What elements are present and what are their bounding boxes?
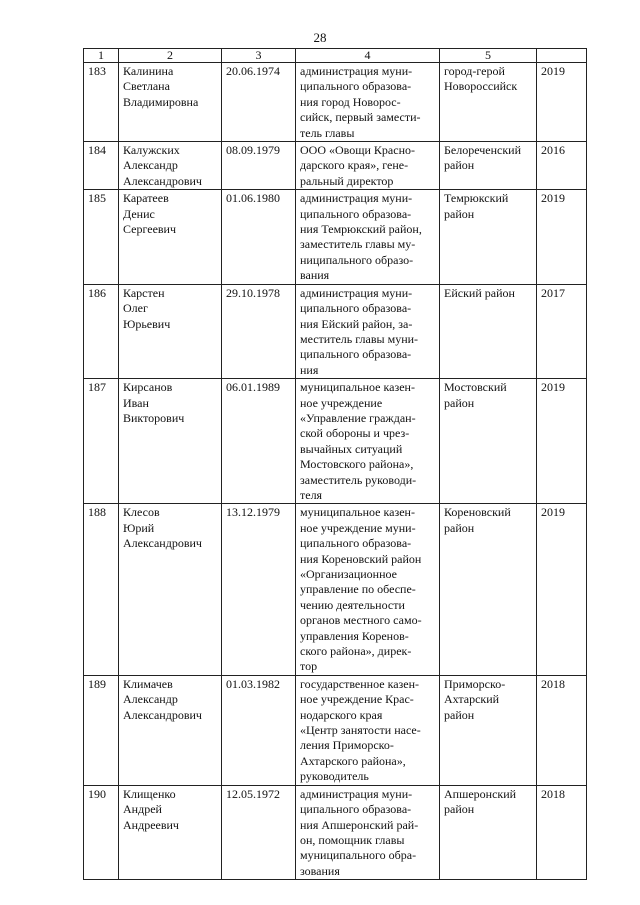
organization-position [296, 284, 440, 378]
year: 2019 [537, 379, 587, 504]
person-name-line: Александр [123, 692, 178, 707]
row-number: 183 [84, 63, 119, 142]
district [440, 63, 537, 142]
organization-line: Ахтарского района», [300, 753, 406, 768]
table-row [84, 785, 587, 879]
birth-date: 13.12.1979 [222, 504, 296, 675]
header-cell-1: 1 [84, 49, 119, 63]
district-line: район [444, 802, 475, 817]
organization-line: руководитель [300, 769, 369, 784]
organization-line: чению деятельности [300, 597, 405, 612]
birth-date: 29.10.1978 [222, 284, 296, 378]
person-name-line: Олег [123, 301, 148, 316]
row-number: 186 [84, 284, 119, 378]
organization-line: меститель главы муни- [300, 331, 419, 346]
organization-line: органов местного само- [300, 613, 422, 628]
organization-line: ления Приморско- [300, 738, 394, 753]
table-row [84, 284, 587, 378]
year: 2019 [537, 63, 587, 142]
table-body [84, 63, 587, 880]
organization-line: ния город Новорос- [300, 94, 401, 109]
person-name-line: Кирсанов [123, 380, 173, 395]
person-name [119, 142, 222, 190]
organization-position [296, 504, 440, 675]
birth-date: 01.03.1982 [222, 675, 296, 785]
organization-line: ное учреждение муни- [300, 520, 416, 535]
organization-line: ниципального образо- [300, 252, 414, 267]
person-name-line: Денис [123, 206, 155, 221]
organization-line: администрация муни- [300, 191, 413, 206]
organization-line: заместитель руководи- [300, 472, 417, 487]
district-line: Ахтарский [444, 692, 500, 707]
district-line: Апшеронский [444, 786, 517, 801]
district [440, 675, 537, 785]
year: 2018 [537, 675, 587, 785]
organization-line: ральный директор [300, 173, 394, 188]
person-name [119, 675, 222, 785]
organization-line: Мостовского района», [300, 457, 414, 472]
district-line: район [444, 158, 475, 173]
district-line: Ейский район [444, 285, 515, 300]
organization-line: тель главы [300, 125, 355, 140]
organization-line: ципального образова- [300, 206, 412, 221]
person-name-line: Клесов [123, 505, 160, 520]
organization-line: ципального образова- [300, 79, 412, 94]
organization-line: ное учреждение Крас- [300, 692, 414, 707]
birth-date: 12.05.1972 [222, 785, 296, 879]
district [440, 142, 537, 190]
row-number: 189 [84, 675, 119, 785]
year: 2019 [537, 504, 587, 675]
person-name-line: Андреевич [123, 817, 179, 832]
table-row [84, 63, 587, 142]
header-row [84, 49, 587, 63]
district-line: район [444, 707, 475, 722]
person-name-line: Сергеевич [123, 222, 177, 237]
district-line: Новороссийск [444, 79, 518, 94]
page-number: 28 [313, 30, 327, 45]
person-name-line: Клищенко [123, 786, 176, 801]
organization-line: управление по обеспе- [300, 582, 416, 597]
district [440, 379, 537, 504]
organization-line: он, помощник главы [300, 832, 405, 847]
organization-line: муниципального обра- [300, 848, 417, 863]
district [440, 190, 537, 284]
organization-line: ципального образова- [300, 347, 412, 362]
organization-position [296, 675, 440, 785]
organization-line: дарского края», гене- [300, 158, 409, 173]
person-name-line: Юрьевич [123, 316, 171, 331]
year: 2016 [537, 142, 587, 190]
person-name [119, 504, 222, 675]
person-name-line: Климачев [123, 676, 173, 691]
district-line: район [444, 206, 475, 221]
table-row [84, 190, 587, 284]
organization-line: ской обороны и чрез- [300, 426, 410, 441]
organization-line: ципального образова- [300, 301, 412, 316]
table-row [84, 675, 587, 785]
header-cell-6 [537, 49, 587, 63]
organization-position [296, 379, 440, 504]
person-name [119, 379, 222, 504]
registry-table [83, 48, 587, 880]
district-line: Кореновский [444, 505, 511, 520]
organization-line: нодарского края [300, 707, 383, 722]
header-cell-2: 2 [119, 49, 222, 63]
person-name-line: Викторович [123, 410, 185, 425]
year: 2019 [537, 190, 587, 284]
person-name-line: Андрей [123, 802, 162, 817]
year: 2018 [537, 785, 587, 879]
table-row [84, 504, 587, 675]
organization-line: администрация муни- [300, 64, 413, 78]
person-name-line: Карстен [123, 285, 165, 300]
table-row [84, 379, 587, 504]
organization-line: «Организационное [300, 567, 397, 581]
organization-line: заместитель главы му- [300, 237, 416, 252]
district-line: город-герой [444, 64, 505, 78]
organization-line: управления Коренов- [300, 628, 409, 643]
organization-line: государственное казен- [300, 676, 420, 691]
organization-line: муниципальное казен- [300, 505, 415, 520]
district-line: Приморско- [444, 676, 506, 691]
organization-line: зования [300, 863, 340, 878]
organization-line: ное учреждение [300, 395, 383, 410]
organization-line: сийск, первый замести- [300, 110, 421, 125]
organization-line: ципального образова- [300, 536, 412, 551]
organization-line: ципального образова- [300, 802, 412, 817]
row-number: 187 [84, 379, 119, 504]
person-name [119, 190, 222, 284]
organization-line: «Управление граждан- [300, 410, 416, 425]
organization-line: ния Темрюкский район, [300, 222, 422, 237]
organization-line: ния Ейский район, за- [300, 316, 413, 331]
organization-position [296, 190, 440, 284]
person-name-line: Александрович [123, 536, 202, 551]
organization-line: ния Апшеронский рай- [300, 817, 419, 832]
person-name [119, 63, 222, 142]
header-cell-5: 5 [440, 49, 537, 63]
district [440, 785, 537, 879]
organization-line: ского района», дирек- [300, 644, 412, 659]
person-name-line: Иван [123, 395, 149, 410]
district-line: Белореченский [444, 143, 522, 158]
organization-line: теля [300, 487, 323, 502]
district-line: Темрюкский [444, 191, 509, 206]
organization-line: администрация муни- [300, 285, 413, 300]
organization-position [296, 785, 440, 879]
person-name-line: Владимировна [123, 94, 199, 109]
district [440, 284, 537, 378]
person-name-line: Юрий [123, 520, 155, 535]
birth-date: 20.06.1974 [222, 63, 296, 142]
person-name-line: Калинина [123, 64, 174, 78]
organization-line: ния Кореновский район [300, 551, 422, 566]
row-number: 188 [84, 504, 119, 675]
organization-line: «Центр занятости насе- [300, 723, 421, 738]
organization-line: ООО «Овощи Красно- [300, 143, 415, 158]
person-name-line: Александрович [123, 707, 202, 722]
birth-date: 06.01.1989 [222, 379, 296, 504]
organization-line: ния [300, 362, 319, 377]
organization-line: вания [300, 268, 330, 283]
person-name-line: Калужских [123, 143, 180, 158]
person-name [119, 284, 222, 378]
birth-date: 08.09.1979 [222, 142, 296, 190]
person-name [119, 785, 222, 879]
header-cell-4: 4 [296, 49, 440, 63]
year: 2017 [537, 284, 587, 378]
organization-position [296, 142, 440, 190]
district-line: район [444, 520, 475, 535]
row-number: 184 [84, 142, 119, 190]
person-name-line: Светлана [123, 79, 170, 94]
person-name-line: Каратеев [123, 191, 169, 206]
row-number: 190 [84, 785, 119, 879]
organization-line: вычайных ситуаций [300, 441, 403, 456]
header-cell-3: 3 [222, 49, 296, 63]
row-number: 185 [84, 190, 119, 284]
organization-line: администрация муни- [300, 786, 413, 801]
organization-line: тор [300, 659, 318, 674]
person-name-line: Александрович [123, 173, 202, 188]
district [440, 504, 537, 675]
district-line: Мостовский [444, 380, 507, 395]
birth-date: 01.06.1980 [222, 190, 296, 284]
organization-line: муниципальное казен- [300, 380, 415, 395]
table-row [84, 142, 587, 190]
organization-position [296, 63, 440, 142]
person-name-line: Александр [123, 158, 178, 173]
district-line: район [444, 395, 475, 410]
